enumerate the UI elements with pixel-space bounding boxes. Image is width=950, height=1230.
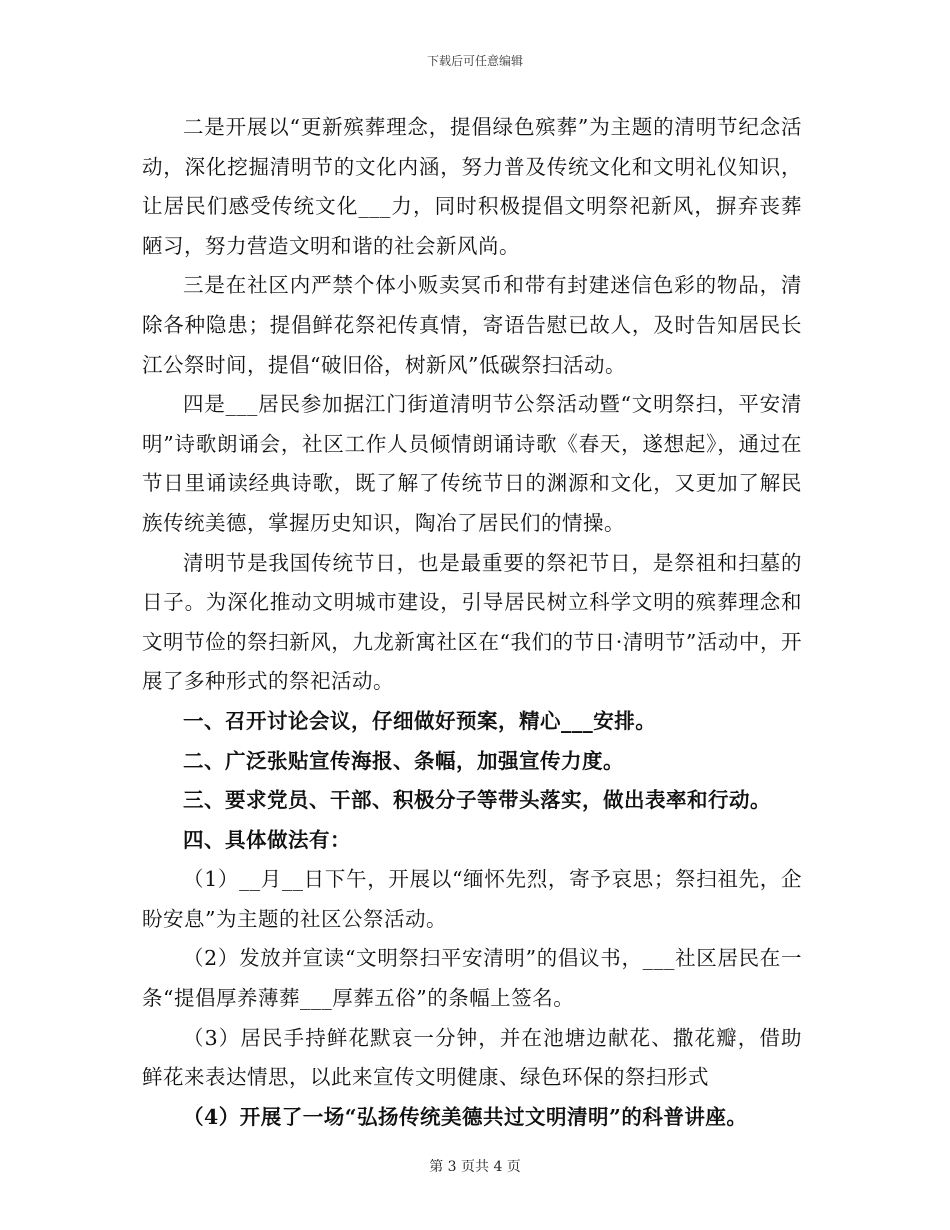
list-item-4: （4）开展了一场“弘扬传统美德共过文明清明”的科普讲座。 xyxy=(183,1104,748,1129)
list-item-2: （2）发放并宣读“文明祭扫平安清明”的倡议书，___社区居民在一条“提倡厚养薄葬___厚葬五俗”的条幅上签名。 xyxy=(142,946,802,1011)
page-header: 下载后可任意编辑 xyxy=(426,54,523,68)
list-item-1: （1）__月__日下午，开展以“缅怀先烈，寄予哀思；祭扫祖先，企盼安息”为主题的社区公祭活动。 xyxy=(142,867,802,931)
paragraph-4-activity: 四是___居民参加据江门街道清明节公祭活动暨“文明祭扫，平安清明”诗歌朗诵会，社区工作人员倾情朗诵诗歌《春天，遂想起》，通过在节日里诵读经典诗歌，既了解了传统节日的渊源和文化，又更加了解民族传统美德，掌握历史知识，陶冶了居民们的情操。 xyxy=(142,392,802,535)
paragraph-qingming-intro: 清明节是我国传统节日，也是最重要的祭祀节日，是祭祖和扫墓的日子。为深化推动文明城市建设，引导居民树立科学文明的殡葬理念和文明节俭的祭扫新风，九龙新寓社区在“我们的节日·清明节”活动中，开展了多种形式的祭祀活动。 xyxy=(142,550,802,694)
heading-item-1: 一、召开讨论会议，仔细做好预案，精心___安排。 xyxy=(183,708,657,733)
heading-item-3: 三、要求党员、干部、积极分子等带头落实，做出表率和行动。 xyxy=(183,788,771,813)
paragraph-3-activity: 三是在社区内严禁个体小贩卖冥币和带有封建迷信色彩的物品，清除各种隐患；提倡鲜花祭祀传真情，寄语告慰已故人，及时告知居民长江公祭时间，提倡“破旧俗，树新风”低碳祭扫活动。 xyxy=(142,273,802,377)
document-body xyxy=(142,108,802,1137)
page-number: 第 3 页共 4 页 xyxy=(429,1159,521,1175)
paragraph-2-activity: 二是开展以“更新殡葬理念，提倡绿色殡葬”为主题的清明节纪念活动，深化挖掘清明节的文化内涵，努力普及传统文化和文明礼仪知识，让居民们感受传统文化___力，同时积极提倡文明祭祀新风，摒弃丧葬陋习，努力营造文明和谐的社会新风尚。 xyxy=(142,115,802,258)
list-item-3: （3）居民手持鲜花默哀一分钟，并在池塘边献花、撒花瓣，借助鲜花来表达情思，以此来宣传文明健康、绿色环保的祭扫形式 xyxy=(142,1025,802,1090)
heading-item-4: 四、具体做法有： xyxy=(183,827,351,852)
heading-item-2: 二、广泛张贴宣传海报、条幅，加强宣传力度。 xyxy=(183,748,624,773)
